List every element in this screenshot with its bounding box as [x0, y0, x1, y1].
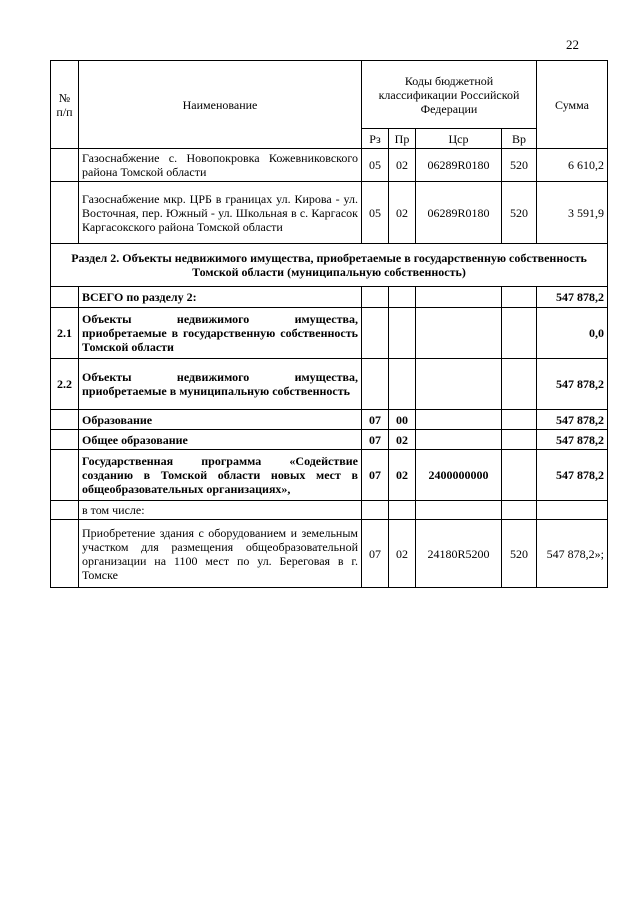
table-row	[51, 430, 608, 450]
row-vr	[502, 430, 537, 450]
row-rz: 07	[362, 520, 389, 588]
budget-table	[50, 60, 608, 588]
row-name: Государственная программа «Содействие созданию в Томской области новых мест в общеобразовательных организациях»,	[79, 450, 362, 501]
row-pr	[389, 287, 416, 308]
row-num	[51, 149, 79, 182]
row-csr: 06289R0180	[416, 149, 502, 182]
row-num	[51, 450, 79, 501]
row-vr	[502, 501, 537, 520]
row-num	[51, 287, 79, 308]
row-pr	[389, 308, 416, 359]
row-pr	[389, 359, 416, 410]
row-name: Приобретение здания с оборудованием и земельным участком для размещения общеобразовательной организации на 1100 мест по ул. Береговая в г. Томске	[79, 520, 362, 588]
header-sum: Сумма	[537, 61, 608, 149]
row-vr: 520	[502, 520, 537, 588]
row-csr	[416, 430, 502, 450]
row-num	[51, 430, 79, 450]
row-pr: 02	[389, 182, 416, 244]
row-sum: 547 878,2	[537, 430, 608, 450]
row-name: Газоснабжение мкр. ЦРБ в границах ул. Кирова - ул. Восточная, пер. Южный - ул. Школьная в с. Каргасок Каргасокского района Томской области	[79, 182, 362, 244]
row-csr	[416, 410, 502, 430]
table-row	[51, 182, 608, 244]
row-pr: 02	[389, 520, 416, 588]
row-rz: 07	[362, 450, 389, 501]
header-row	[51, 61, 608, 129]
row-rz	[362, 287, 389, 308]
row-csr: 2400000000	[416, 450, 502, 501]
row-rz: 05	[362, 182, 389, 244]
header-pr: Пр	[389, 129, 416, 149]
row-vr	[502, 450, 537, 501]
row-vr	[502, 410, 537, 430]
row-sum: 0,0	[537, 308, 608, 359]
row-name: Общее образование	[79, 430, 362, 450]
table-row	[51, 520, 608, 588]
row-num	[51, 410, 79, 430]
row-sum: 547 878,2	[537, 410, 608, 430]
row-rz: 07	[362, 410, 389, 430]
row-vr: 520	[502, 149, 537, 182]
page-number: 22	[566, 37, 579, 52]
row-num	[51, 182, 79, 244]
section-title-row	[51, 244, 608, 287]
row-name: Образование	[79, 410, 362, 430]
row-rz	[362, 359, 389, 410]
table-row	[51, 149, 608, 182]
row-csr: 06289R0180	[416, 182, 502, 244]
row-sum: 547 878,2	[537, 359, 608, 410]
row-pr: 02	[389, 430, 416, 450]
row-csr: 24180R5200	[416, 520, 502, 588]
header-name: Наименование	[79, 61, 362, 149]
row-sum: 547 878,2	[537, 287, 608, 308]
row-pr: 02	[389, 149, 416, 182]
row-rz: 07	[362, 430, 389, 450]
section-title: Раздел 2. Объекты недвижимого имущества, приобретаемые в государственную собственность Томской области (муниципальную собственность)	[51, 244, 608, 287]
table-row	[51, 287, 608, 308]
row-rz	[362, 308, 389, 359]
row-sum: 6 610,2	[537, 149, 608, 182]
header-vr: Вр	[502, 129, 537, 149]
row-num	[51, 520, 79, 588]
row-pr: 00	[389, 410, 416, 430]
header-csr: Цср	[416, 129, 502, 149]
table-row	[51, 308, 608, 359]
row-csr	[416, 501, 502, 520]
row-rz	[362, 501, 389, 520]
row-pr	[389, 501, 416, 520]
header-num: № п/п	[51, 61, 79, 149]
row-name: в том числе:	[79, 501, 362, 520]
row-name: ВСЕГО по разделу 2:	[79, 287, 362, 308]
row-pr: 02	[389, 450, 416, 501]
row-sum: 3 591,9	[537, 182, 608, 244]
row-csr	[416, 308, 502, 359]
header-rz: Рз	[362, 129, 389, 149]
table-row	[51, 359, 608, 410]
row-csr	[416, 359, 502, 410]
row-num: 2.2	[51, 359, 79, 410]
row-num	[51, 501, 79, 520]
row-vr	[502, 287, 537, 308]
row-rz: 05	[362, 149, 389, 182]
table-row	[51, 501, 608, 520]
table-row	[51, 450, 608, 501]
row-name: Объекты недвижимого имущества, приобретаемые в государственную собственность Томской области	[79, 308, 362, 359]
row-sum: 547 878,2»;	[537, 520, 608, 588]
row-num: 2.1	[51, 308, 79, 359]
row-sum	[537, 501, 608, 520]
row-name: Газоснабжение с. Новопокровка Кожевниковского района Томской области	[79, 149, 362, 182]
row-name: Объекты недвижимого имущества, приобретаемые в муниципальную собственность	[79, 359, 362, 410]
row-vr: 520	[502, 182, 537, 244]
row-vr	[502, 308, 537, 359]
row-csr	[416, 287, 502, 308]
row-sum: 547 878,2	[537, 450, 608, 501]
row-vr	[502, 359, 537, 410]
table-row	[51, 410, 608, 430]
header-codes: Коды бюджетной классификации Российской Федерации	[362, 61, 537, 129]
